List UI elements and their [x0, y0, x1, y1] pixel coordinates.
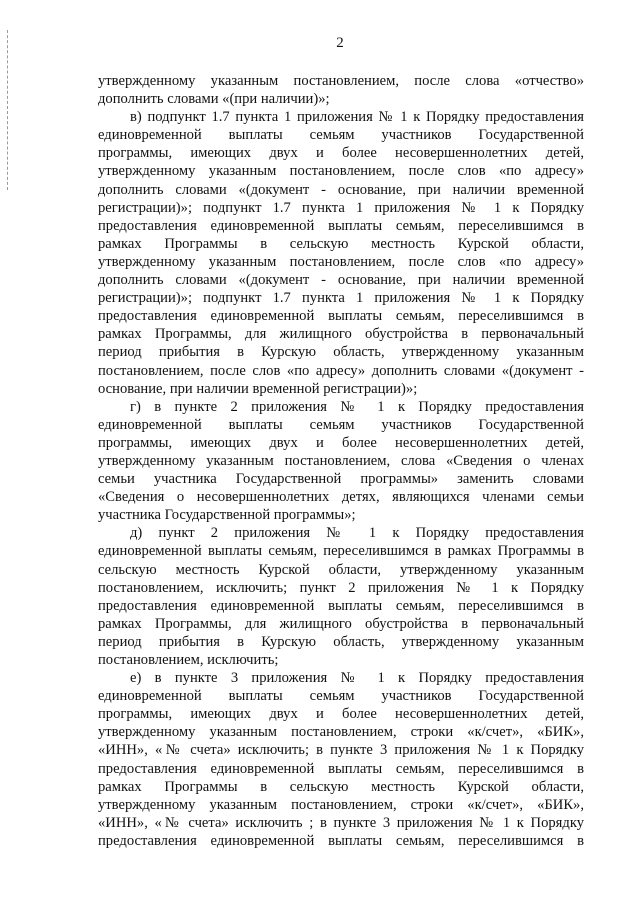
text-line: единовременной выплаты семьям участников Государственной [98, 416, 584, 433]
text-line: участника Государственной программы»; [98, 507, 356, 524]
text-line: единовременной выплаты семьям, переселившимся в рамках Программы в [98, 543, 584, 560]
text-line: дополнить словами «(документ - основание, при наличии временной [98, 181, 584, 198]
text-line: программы, имеющих двух и более несовершеннолетних детей, [98, 145, 584, 162]
text-line: в) подпункт 1.7 пункта 1 приложения № 1 к Порядку предоставления [130, 109, 584, 126]
text-line: рамках Программы в сельскую местность Курской области, [98, 778, 584, 795]
text-line: период прибытия в Курскую область, утвержденному указанным [98, 633, 584, 650]
text-line: е) в пункте 3 приложения № 1 к Порядку предоставления [130, 670, 584, 687]
text-line: утвержденному указанным постановлением, после слов «по адресу» [98, 253, 584, 270]
text-line: утвержденному указанным постановлением, строки «к/счет», «БИК», [98, 796, 584, 813]
text-line: утвержденному указанным постановлением, после слов «по адресу» [98, 163, 584, 180]
text-line: «ИНН», «№ счета» исключить ; в пункте 3 приложения № 1 к Порядку [98, 814, 584, 831]
text-line: г) в пункте 2 приложения № 1 к Порядку предоставления [130, 398, 584, 415]
text-line: постановлением, после слов «по адресу» дополнить словами «(документ - [98, 362, 584, 379]
text-line: утвержденному указанным постановлением, строки «к/счет», «БИК», [98, 724, 584, 741]
text-line: семьи участника Государственной программы» заменить словами [98, 471, 584, 488]
text-line: предоставления единовременной выплаты семьям, переселившимся в [98, 760, 584, 777]
text-line: постановлением, исключить; пункт 2 приложения № 1 к Порядку [98, 579, 584, 596]
text-line: «ИНН», «№ счета» исключить; в пункте 3 приложения № 1 к Порядку [98, 742, 584, 759]
text-line: сельскую местность Курской области, утвержденному указанным [98, 561, 584, 578]
text-line: «Сведения о несовершеннолетних детях, являющихся членами семьи [98, 489, 584, 506]
text-line: рамках Программы в сельскую местность Курской области, [98, 235, 584, 252]
text-line: регистрации)»; подпункт 1.7 пункта 1 приложения № 1 к Порядку [98, 290, 584, 307]
text-line: утвержденному указанным постановлением, после слова «отчество» [98, 73, 584, 89]
text-line: дополнить словами «(документ - основание, при наличии временной [98, 272, 584, 289]
binding-margin-mark [7, 30, 10, 190]
document-body [98, 72, 584, 850]
text-line: предоставления единовременной выплаты семьям, переселившимся в [98, 308, 584, 325]
text-line: единовременной выплаты семьям участников Государственной [98, 127, 584, 144]
text-line: предоставления единовременной выплаты семьям, переселившимся в [98, 217, 584, 234]
text-line: рамках Программы, для жилищного обустройства в первоначальный [98, 326, 584, 343]
text-line: дополнить словами «(при наличии)»; [98, 91, 330, 108]
page-number: 2 [336, 35, 344, 51]
text-line: д) пункт 2 приложения № 1 к Порядку предоставления [130, 525, 584, 542]
text-line: программы, имеющих двух и более несовершеннолетних детей, [98, 434, 584, 451]
text-line: основание, при наличии временной регистрации)»; [98, 380, 418, 397]
text-line: утвержденному указанным постановлением, слова «Сведения о членах [98, 452, 584, 469]
text-line: постановлением, исключить; [98, 652, 279, 668]
text-line: период прибытия в Курскую область, утвержденному указанным [98, 344, 584, 361]
text-line: предоставления единовременной выплаты семьям, переселившимся в [98, 597, 584, 614]
text-line: программы, имеющих двух и более несовершеннолетних детей, [98, 706, 584, 723]
text-line: единовременной выплаты семьям участников Государственной [98, 688, 584, 705]
text-line: рамках Программы, для жилищного обустройства в первоначальный [98, 615, 584, 632]
text-line: предоставления единовременной выплаты семьям, переселившимся в [98, 832, 584, 849]
text-line: регистрации)»; подпункт 1.7 пункта 1 приложения № 1 к Порядку [98, 199, 584, 216]
